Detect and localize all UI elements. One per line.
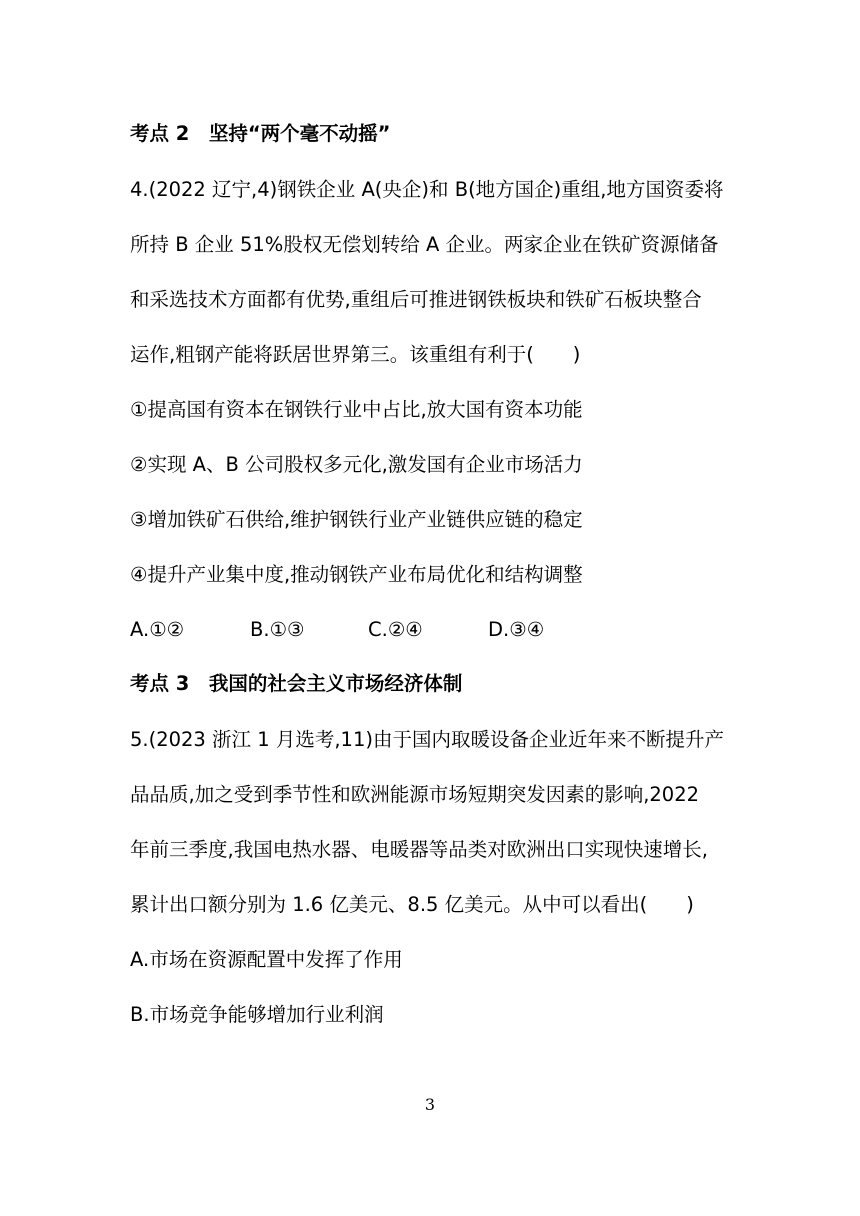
question-4-line-4: 运作,粗钢产能将跃居世界第三。该重组有利于( ): [130, 343, 581, 366]
question-4-line-2: 所持 B 企业 51%股权无偿划转给 A 企业。两家企业在铁矿资源储备: [130, 233, 719, 256]
section-heading-2: 考点 2 坚持“两个毫不动摇”: [130, 122, 391, 145]
question-5-option-b: B.市场竞争能够增加行业利润: [130, 1003, 384, 1026]
question-5-line-1: 5.(2023 浙江 1 月选考,11)由于国内取暖设备企业近年来不断提升产: [130, 728, 724, 751]
question-4-option-c: C.②④: [368, 618, 423, 641]
question-5-option-a: A.市场在资源配置中发挥了作用: [130, 948, 403, 971]
question-5-line-4: 累计出口额分别为 1.6 亿美元、8.5 亿美元。从中可以看出( ): [130, 893, 694, 916]
question-4-option-a: A.①②: [130, 618, 185, 641]
page-number: 3: [424, 1095, 436, 1114]
question-5-line-3: 年前三季度,我国电热水器、电暖器等品类对欧洲出口实现快速增长,: [130, 838, 708, 861]
question-4-option-d: D.③④: [488, 618, 545, 641]
question-4-statement-2: ②实现 A、B 公司股权多元化,激发国有企业市场活力: [130, 453, 583, 476]
question-4-line-1: 4.(2022 辽宁,4)钢铁企业 A(央企)和 B(地方国企)重组,地方国资委将: [130, 178, 724, 201]
question-4-statement-1: ①提高国有资本在钢铁行业中占比,放大国有资本功能: [130, 398, 583, 421]
question-4-options: [130, 616, 544, 644]
question-4-option-b: B.①③: [250, 618, 305, 641]
question-4-line-3: 和采选技术方面都有优势,重组后可推进钢铁板块和铁矿石板块整合: [130, 288, 702, 311]
question-5-line-2: 品品质,加之受到季节性和欧洲能源市场短期突发因素的影响,2022: [130, 783, 700, 806]
question-4-statement-3: ③增加铁矿石供给,维护钢铁行业产业链供应链的稳定: [130, 508, 583, 531]
question-4-statement-4: ④提升产业集中度,推动钢铁产业布局优化和结构调整: [130, 563, 583, 586]
section-heading-3: 考点 3 我国的社会主义市场经济体制: [130, 672, 463, 695]
